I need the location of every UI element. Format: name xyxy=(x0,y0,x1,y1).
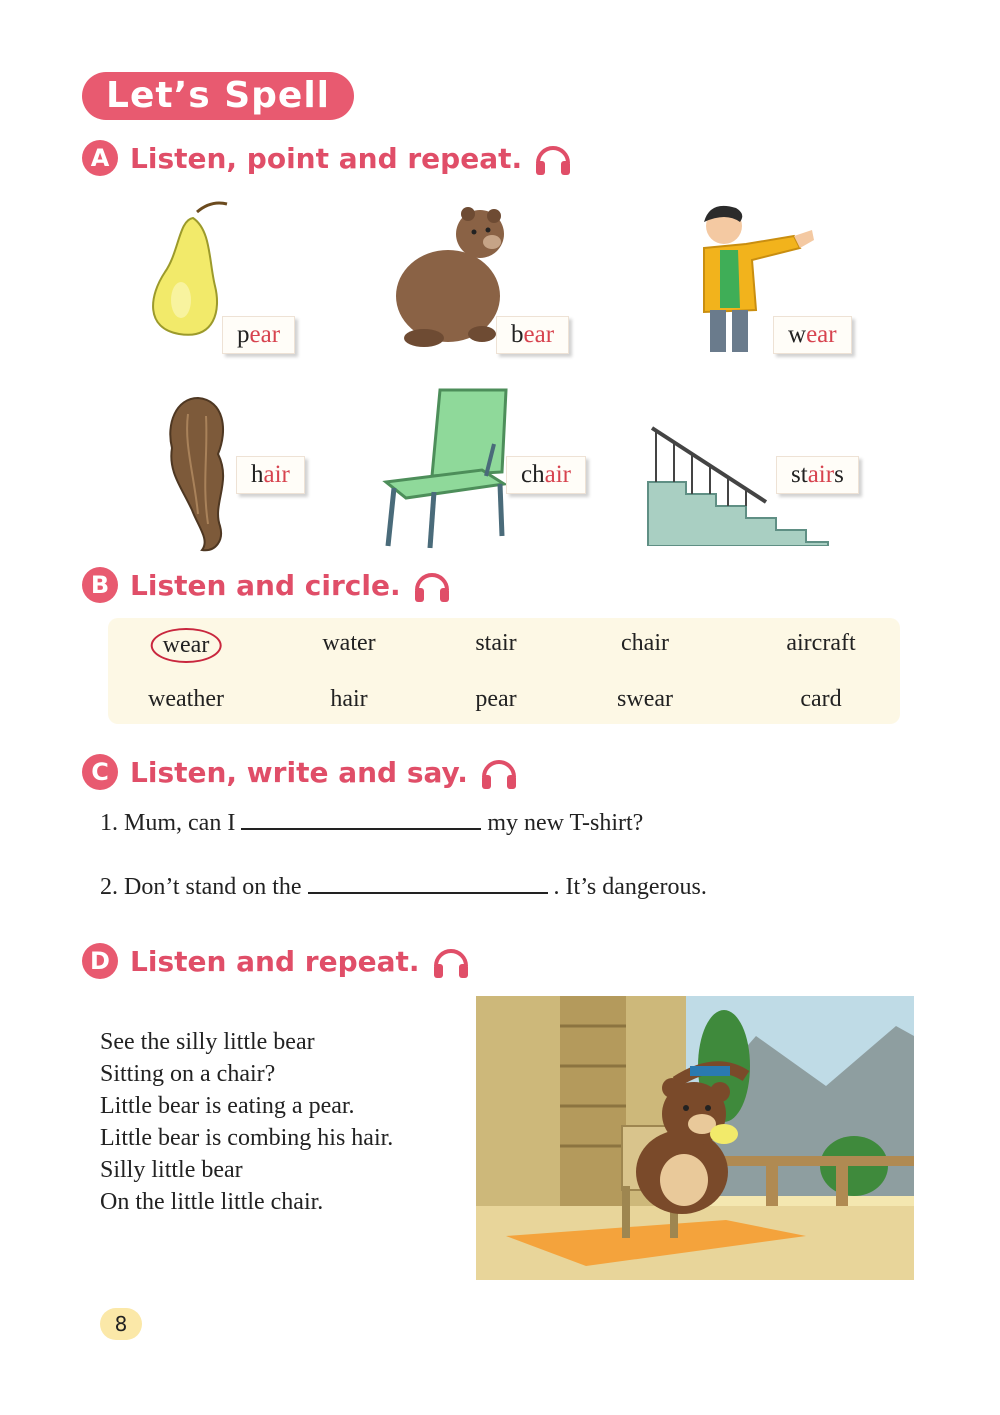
headphones-icon[interactable] xyxy=(478,751,520,793)
sentence-1-before: 1. Mum, can I xyxy=(100,810,236,836)
word-option-weather[interactable]: weather xyxy=(148,686,224,712)
sentence-1-blank[interactable] xyxy=(241,806,481,830)
sentence-2 xyxy=(100,870,707,901)
poem-line: Little bear is combing his hair. xyxy=(100,1125,394,1151)
word-option-water[interactable]: water xyxy=(322,630,376,656)
word-option-wear[interactable]: wear xyxy=(151,628,222,663)
hair-picture xyxy=(158,394,238,556)
section-c-title: Listen, write and say. xyxy=(130,755,468,789)
word-card-wear: wear xyxy=(773,316,852,354)
pear-picture xyxy=(135,200,235,340)
word-card-stairs: stairs xyxy=(776,456,859,494)
sentence-2-before: 2. Don’t stand on the xyxy=(100,874,302,900)
sentence-2-blank[interactable] xyxy=(308,870,548,894)
sentence-2-after: . It’s dangerous. xyxy=(553,874,707,900)
word-option-pear[interactable]: pear xyxy=(475,686,517,712)
sentence-1 xyxy=(100,806,643,837)
word-option-chair[interactable]: chair xyxy=(621,630,669,656)
word-card-chair: chair xyxy=(506,456,586,494)
section-letter-b: B xyxy=(82,567,118,603)
lesson-banner: Let’s Spell xyxy=(82,72,354,120)
word-option-stair[interactable]: stair xyxy=(475,630,517,656)
section-a-heading xyxy=(82,138,574,178)
headphones-icon[interactable] xyxy=(532,137,574,179)
word-option-aircraft[interactable]: aircraft xyxy=(786,630,856,656)
section-a-title: Listen, point and repeat. xyxy=(130,141,523,175)
bear-picture xyxy=(384,200,514,350)
poem-line: On the little little chair. xyxy=(100,1189,324,1215)
word-option-swear[interactable]: swear xyxy=(617,686,673,712)
section-letter-c: C xyxy=(82,754,118,790)
page-number: 8 xyxy=(100,1308,142,1340)
word-option-card[interactable]: card xyxy=(800,686,842,712)
word-card-bear: bear xyxy=(496,316,569,354)
chair-picture xyxy=(378,386,510,552)
poem-line: Sitting on a chair? xyxy=(100,1061,276,1087)
section-b-title: Listen and circle. xyxy=(130,568,401,602)
section-letter-d: D xyxy=(82,943,118,979)
section-b-heading xyxy=(82,565,453,605)
bear-on-chair-illustration xyxy=(476,996,914,1280)
word-option-hair[interactable]: hair xyxy=(330,686,368,712)
section-d-title: Listen and repeat. xyxy=(130,944,420,978)
section-c-heading xyxy=(82,752,520,792)
poem-line: Silly little bear xyxy=(100,1157,243,1183)
section-d-heading xyxy=(82,941,472,981)
headphones-icon[interactable] xyxy=(411,564,453,606)
poem xyxy=(100,1026,393,1218)
poem-line: Little bear is eating a pear. xyxy=(100,1093,355,1119)
headphones-icon[interactable] xyxy=(430,940,472,982)
word-card-pear: pear xyxy=(222,316,295,354)
section-letter-a: A xyxy=(82,140,118,176)
sentence-1-after: my new T-shirt? xyxy=(487,810,644,836)
word-card-hair: hair xyxy=(236,456,305,494)
poem-line: See the silly little bear xyxy=(100,1029,315,1055)
